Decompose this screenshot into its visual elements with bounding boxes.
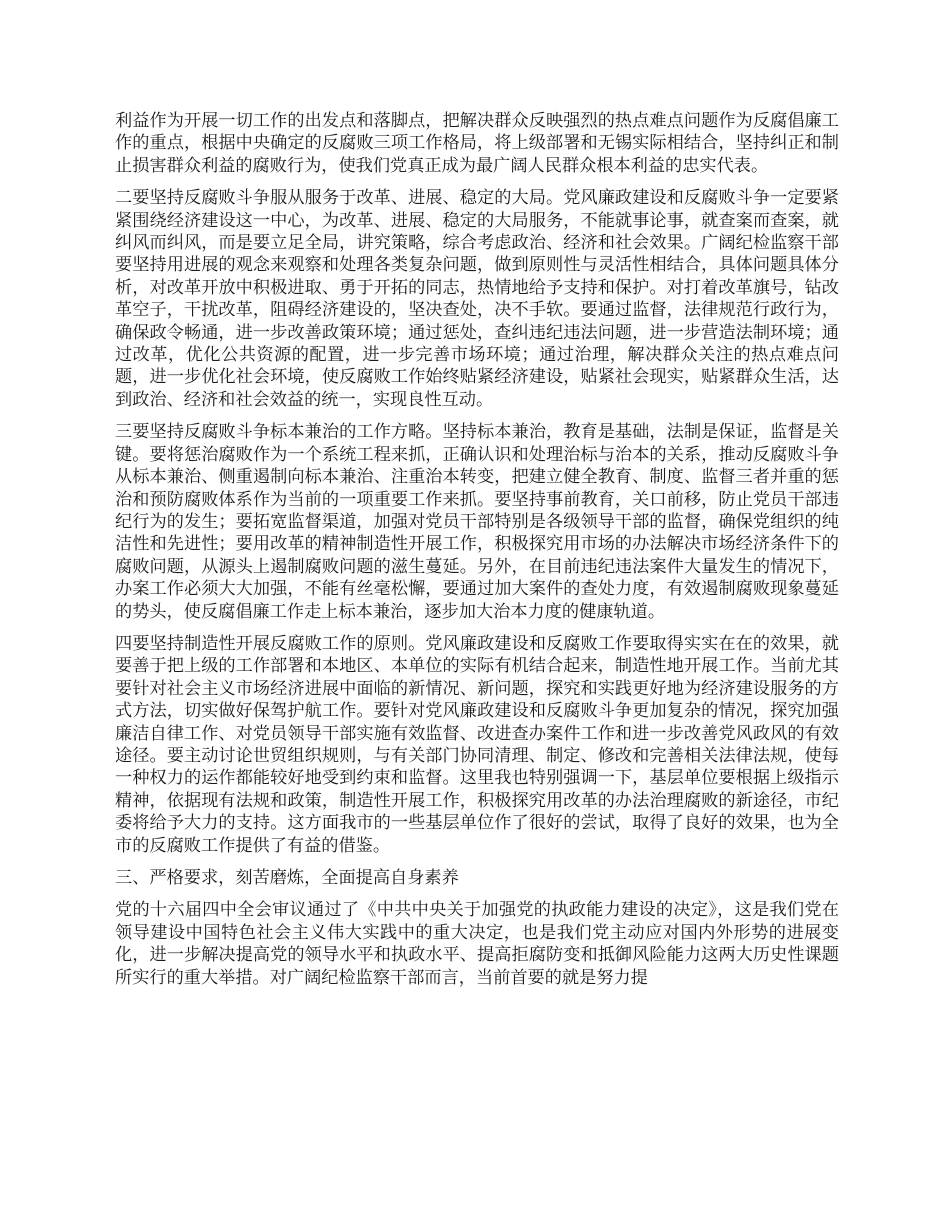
paragraph-creative-work: 四要坚持制造性开展反腐败工作的原则。党风廉政建设和反腐败工作要取得实实在在的效果，就要善于把上级的工作部署和本地区、本单位的实际有机结合起来，制造性地开展工作。当前尤其要针对社会主义市场经济进展中面临的新情况、新问题，探究和实践更好地为经济建设服务的方式方法，切实做好保驾护航工作。要针对党风廉政建设和反腐败斗争更加复杂的情况，探究加强廉洁自律工作、对党员领导干部实施有效监督、改进查办案件工作和进一步改善党风政风的有效途径。要主动讨论世贸组织规则，与有关部门协同清理、制定、修改和完善相关法律法规，使每一种权力的运作都能较好地受到约束和监督。这里我也特别强调一下，基层单位要根据上级指示精神，依据现有法规和政策，制造性开展工作，积极探究用改革的办法治理腐败的新途径，市纪委将给予大力的支持。这方面我市的一些基层单位作了很好的尝试，取得了良好的效果，也为全市的反腐败工作提供了有益的借鉴。 <box>115 633 839 856</box>
paragraph-root-and-branch: 三要坚持反腐败斗争标本兼治的工作方略。坚持标本兼治，教育是基础，法制是保证，监督是关键。要将惩治腐败作为一个系统工程来抓，正确认识和处理治标与治本的关系，推动反腐败斗争从标本兼治、侧重遏制向标本兼治、注重治本转变，把建立健全教育、制度、监督三者并重的惩治和预防腐败体系作为当前的一项重要工作来抓。要坚持事前教育，关口前移，防止党员干部违纪行为的发生；要拓宽监督渠道，加强对党员干部特别是各级领导干部的监督，确保党组织的纯洁性和先进性；要用改革的精神制造性开展工作，积极探究用市场的办法解决市场经济条件下的腐败问题，从源头上遏制腐败问题的滋生蔓延。另外，在目前违纪违法案件大量发生的情况下，办案工作必须大大加强，不能有丝毫松懈，要通过加大案件的查处力度，有效遏制腐败现象蔓延的势头，使反腐倡廉工作走上标本兼治，逐步加大治本力度的健康轨道。 <box>115 422 839 622</box>
document-body <box>115 110 839 999</box>
paragraph-fourth-plenum: 党的十六届四中全会审议通过了《中共中央关于加强党的执政能力建设的决定》，这是我们党在领导建设中国特色社会主义伟大实践中的重大决定，也是我们党主动应对国内外形势的进展变化，进一步解决提高党的领导水平和执政水平、提高拒腐防变和抵御风险能力这两大历史性课题所实行的重大举措。对广阔纪检监察干部而言，当前首要的就是努力提 <box>115 900 839 988</box>
paragraph-reform-overall: 二要坚持反腐败斗争服从服务于改革、进展、稳定的大局。党风廉政建设和反腐败斗争一定要紧紧围绕经济建设这一中心，为改革、进展、稳定的大局服务，不能就事论事，就查案而查案，就纠风而纠风，而是要立足全局，讲究策略，综合考虑政治、经济和社会效果。广阔纪检监察干部要坚持用进展的观念来观察和处理各类复杂问题，做到原则性与灵活性相结合，具体问题具体分析，对改革开放中积极进取、勇于开拓的同志，热情地给予支持和保护。对打着改革旗号，钻改革空子，干扰改革，阻碍经济建设的，坚决查处，决不手软。要通过监督，法律规范行政行为，确保政令畅通，进一步改善政策环境；通过惩处，查纠违纪违法问题，进一步营造法制环境；通过改革，优化公共资源的配置，进一步完善市场环境；通过治理，解决群众关注的热点难点问题，进一步优化社会环境，使反腐败工作始终贴紧经济建设，贴紧社会现实，贴紧群众生活，达到政治、经济和社会效益的统一，实现良性互动。 <box>115 188 839 410</box>
section-heading: 三、严格要求，刻苦磨炼，全面提高自身素养 <box>115 868 459 888</box>
paragraph-people-interests: 利益作为开展一切工作的出发点和落脚点，把解决群众反映强烈的热点难点问题作为反腐倡廉工作的重点，根据中央确定的反腐败三项工作格局，将上级部署和无锡实际相结合，坚持纠正和制止损害群众利益的腐败行为，使我们党真正成为最广阔人民群众根本利益的忠实代表。 <box>115 111 839 176</box>
